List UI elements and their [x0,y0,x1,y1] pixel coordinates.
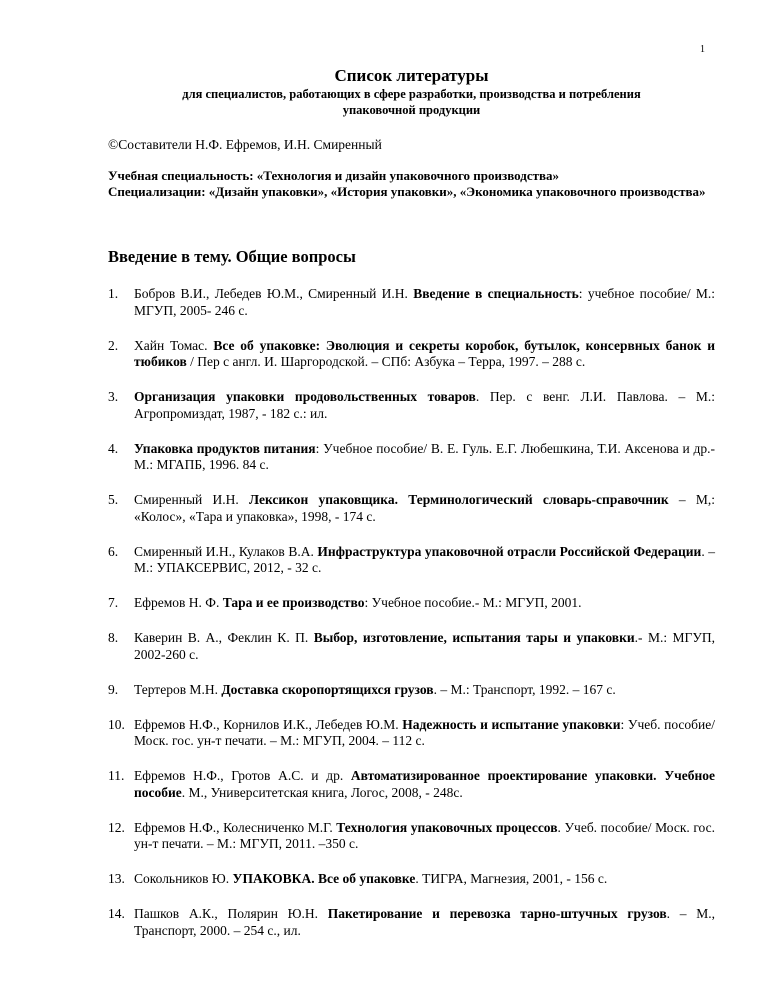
reference-details: . – М.: Транспорт, 1992. – 167 с. [433,681,616,697]
reference-authors: Пашков А.К., Полярин Ю.Н. [134,906,328,921]
section-heading: Введение в тему. Общие вопросы [108,247,356,266]
reference-details: . Учеб. пособие/ Моск. гос. ун-т печати. – М.: МГУП, 2011. –350 с. [134,819,715,851]
reference-item [108,544,715,577]
reference-title: Введение в специальность [413,286,579,301]
reference-item [108,682,715,699]
reference-item [108,441,715,474]
specializations-line: Специализации: «Дизайн упаковки», «История упаковки», «Экономика упаковочного производства» [108,184,706,199]
reference-text [134,871,607,886]
reference-title: Все об упаковке: Эволюция и секреты коробок, бутылок, консервных банок и тюбиков [134,337,715,369]
reference-item [108,906,715,939]
specialty-block [108,168,715,200]
reference-authors: Смиренный И.Н. [134,492,249,507]
reference-title: УПАКОВКА. Все об упаковке [232,871,416,886]
reference-authors: Сокольников Ю. [134,871,233,886]
reference-text [134,544,715,576]
reference-authors: Бобров В.И., Лебедев Ю.М., Смиренный И.Н. [134,286,414,301]
reference-text [134,595,581,610]
reference-number: 11. [108,768,125,783]
page-number: 1 [700,44,705,55]
reference-title: Тара и ее производство [222,595,365,610]
reference-details: . – М., Транспорт, 2000. – 254 с., ил. [134,906,715,938]
reference-details: . – М.: УПАКСЕРВИС, 2012, - 32 с. [134,543,715,575]
reference-number: 1. [108,286,119,301]
reference-item [108,768,715,801]
reference-item [108,595,715,612]
reference-number: 3. [108,389,119,404]
reference-number: 2. [108,337,119,353]
reference-text [134,441,715,473]
reference-number: 10. [108,716,125,732]
reference-text [134,389,715,421]
reference-authors: Ефремов Н.Ф., Гротов А.С. и др. [134,768,351,783]
reference-title: Доставка скоропортящихся грузов [221,681,434,697]
reference-item [108,630,715,663]
reference-number: 5. [108,492,119,507]
reference-title: Автоматизированное проектирование упаковки. Учебное пособие [134,768,715,800]
reference-details: . ТИГРА, Магнезия, 2001, - 156 с. [415,871,608,886]
reference-title: Инфраструктура упаковочной отрасли Российской Федерации [317,543,702,559]
reference-item [108,389,715,422]
reference-details: – М,: «Колос», «Тара и упаковка», 1998, - 174 с. [134,492,715,524]
reference-item [108,717,715,750]
reference-authors: Ефремов Н.Ф., Колесниченко М.Г. [134,819,337,835]
reference-authors: Ефремов Н. Ф. [134,595,223,610]
reference-text [134,768,715,800]
reference-details: . Пер. с венг. Л.И. Павлова. – М.: Агропромиздат, 1987, - 182 с.: ил. [134,389,715,421]
reference-authors: Ефремов Н.Ф., Корнилов И.К., Лебедев Ю.М. [134,716,403,732]
reference-text [134,630,715,662]
reference-item [108,871,715,888]
reference-item [108,820,715,853]
reference-item [108,338,715,371]
document-subtitle-line-1: для специалистов, работающих в сфере разработки, производства и потребления [182,87,641,101]
reference-authors: Хайн Томас. [134,337,214,353]
reference-text [134,492,715,524]
reference-number: 8. [108,630,119,645]
reference-item [108,286,715,319]
reference-number: 14. [108,906,125,921]
document-title: Список литературы [334,66,489,85]
reference-item [108,492,715,525]
document-subtitle-line-2: упаковочной продукции [342,103,481,117]
reference-text [134,682,616,697]
reference-authors: Каверин В. А., Феклин К. П. [134,630,314,645]
reference-title: Выбор, изготовление, испытания тары и упаковки [313,630,635,645]
reference-authors: Тертеров М.Н. [134,681,222,697]
reference-details: / Пер с англ. И. Шаргородской. – СПб: Азбука – Терра, 1997. – 288 с. [186,354,586,369]
specialty-line: Учебная специальность: «Технология и дизайн упаковочного производства» [108,168,560,183]
reference-title: Организация упаковки продовольственных товаров [134,389,476,404]
reference-title: Лексикон упаковщика. Терминологический словарь-справочник [248,492,669,507]
reference-details: : Учебное пособие.- М.: МГУП, 2001. [364,595,582,610]
reference-details: : Учеб. пособие/ Моск. гос. ун-т печати. – М.: МГУП, 2004. – 112 с. [134,716,715,748]
reference-text [134,338,715,370]
authors: ©Составители Н.Ф. Ефремов, И.Н. Смиренный [108,137,382,152]
reference-details: : учебное пособие/ М.: МГУП, 2005- 246 с. [134,286,715,318]
reference-title: Упаковка продуктов питания [134,440,316,456]
title-block [108,66,715,118]
reference-number: 7. [108,595,119,610]
reference-number: 6. [108,543,119,559]
reference-title: Пакетирование и перевозка тарно-штучных грузов [327,906,667,921]
reference-number: 9. [108,681,119,697]
reference-text [134,820,715,852]
reference-text [134,906,715,938]
reference-details: . М., Университетская книга, Логос, 2008, - 248с. [181,784,463,800]
reference-title: Надежность и испытание упаковки [402,716,621,732]
reference-number: 13. [108,871,125,886]
reference-number: 4. [108,440,119,456]
reference-details: .- М.: МГУП, 2002-260 с. [134,630,716,662]
reference-details: : Учебное пособие/ В. Е. Гуль. Е.Г. Любешкина, Т.И. Аксенова и др.- М.: МГАПБ, 1996. 84 с. [134,440,715,472]
reference-title: Технология упаковочных процессов [336,819,558,835]
reference-number: 12. [108,819,125,835]
reference-text [134,286,715,318]
reference-text [134,717,715,749]
reference-authors: Смиренный И.Н., Кулаков В.А. [134,543,318,559]
reference-list [108,286,715,958]
